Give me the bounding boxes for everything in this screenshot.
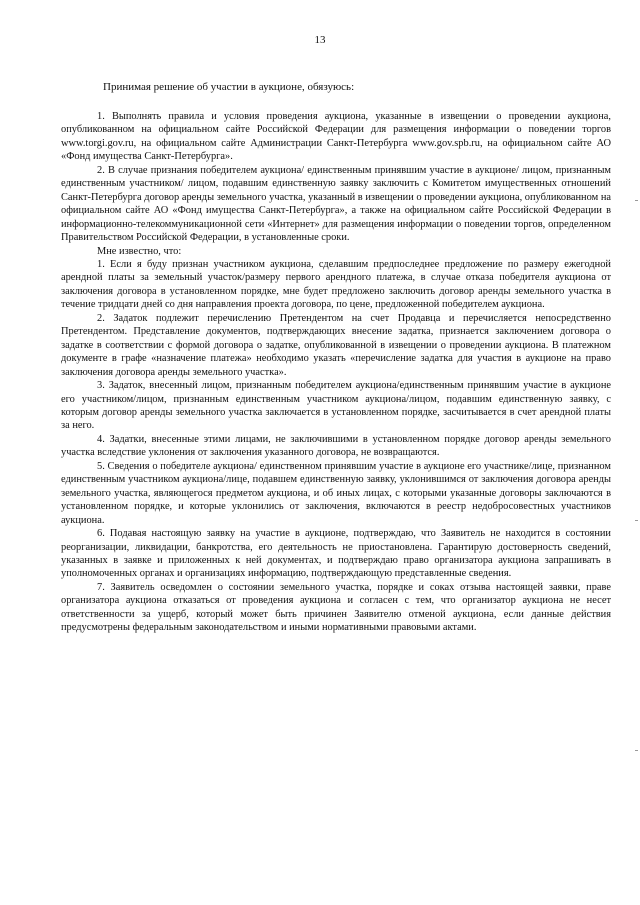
obligation-paragraph: 2. В случае признания победителем аукциона/ единственным принявшим участие в аукционе/ лицом, признанным единственным участником/ лицом, подавшим единственную заявку заключить с Комитетом имущественных отношений Санкт-Петербурга договор аренды земельного участка, указанный в извещении о проведении аукциона, опубликованном на официальном сайте АО «Фонд имущества Санкт-Петербурга», а также на официальном сайте Российской Федерации в информационно-телекоммуникационной сети «Интернет» для размещения информации о поведении торгов, определенном Правительством Российской Федерации, в установленные сроки.: [61, 164, 611, 244]
known-paragraph: 3. Задаток, внесенный лицом, признанным победителем аукциона/единственным принявшим участие в аукционе его участником/лицом, признанным единственным участником аукциона/лицом, подавшим единственную заявку, с которым договор аренды земельного участка заключается в установленном порядке, засчитывается в счет арендной платы за него.: [61, 380, 611, 432]
known-paragraph: 4. Задатки, внесенные этими лицами, не заключившими в установленном порядке договор аренды земельного участка вследствие уклонения от заключения указанного договора, не возвращаются.: [61, 433, 611, 459]
document-body: [61, 110, 611, 635]
intro-statement: Принимая решение об участии в аукционе, обязуюсь:: [103, 81, 355, 93]
known-paragraph: 1. Если я буду признан участником аукциона, сделавшим предпоследнее предложение по размеру ежегодной арендной платы за земельный участок/размеру первого арендного платежа, в случае отказа победителя аукциона от заключения договора в установленном порядке, мне будет предложено заключить договор аренды земельного участка в течение тридцати дней со дня направления проекта договора, по цене, предложенной победителем аукциона.: [61, 258, 611, 311]
known-paragraph: 2. Задаток подлежит перечислению Претендентом на счет Продавца и перечисляется непосредственно Претендентом. Представление документов, подтверждающих внесение задатка, признается заключением договора о задатке в соответствии с формой договора о задатке, опубликованной в извещении о проведении аукциона. В платежном документе в графе «назначение платежа» необходимо указать «перечисление задатка для участия в аукционе на право заключения договора аренды земельного участка».: [61, 312, 611, 378]
known-paragraph: 6. Подавая настоящую заявку на участие в аукционе, подтверждаю, что Заявитель не находится в состоянии реорганизации, ликвидации, банкротства, его деятельность не приостановлена. Гарантирую достоверность сведений, указанных в заявке и приложенных к ней документах, и подтверждаю право организатора аукциона запрашивать в уполномоченных органах и организациях информацию, подтверждающую представленные сведения.: [61, 528, 611, 580]
known-paragraph: 5. Сведения о победителе аукциона/ единственном принявшим участие в аукционе его участнике/лице, признанном единственным участником аукциона/лице, подавшем единственную заявку, уклонившимся от заключения договора аренды земельного участка, являющегося предметом аукциона, и об иных лицах, с которыми указанные договоры заключаются в установленном порядке, и которые уклонились от заключения, включаются в реестр недобросовестных участников аукциона.: [61, 460, 611, 526]
page-number: 13: [314, 34, 326, 46]
obligation-paragraph: 1. Выполнять правила и условия проведения аукциона, указанные в извещении о проведении аукциона, опубликованном на официальном сайте Российской Федерации для размещения информации о поведении торгов www.torgi.gov.ru, на официальном сайте Администрации Санкт-Петербурга www.gov.spb.ru, на официальном сайте АО «Фонд имущества Санкт-Петербурга».: [61, 111, 611, 163]
scan-edge-mark: [635, 200, 638, 201]
known-heading: Мне известно, что:: [97, 245, 182, 257]
scan-edge-mark: [635, 750, 638, 751]
known-paragraph: 7. Заявитель осведомлен о состоянии земельного участка, порядке и соках отзыва настоящей заявки, праве организатора аукциона отказаться от проведения аукциона и согласен с тем, что организатор аукциона не несет ответственности за ущерб, который может быть причинен Заявителю отменой аукциона, если данные действия предусмотрены федеральным законодательством и иными нормативными правовыми актами.: [61, 581, 611, 634]
scan-edge-mark: [635, 520, 638, 521]
